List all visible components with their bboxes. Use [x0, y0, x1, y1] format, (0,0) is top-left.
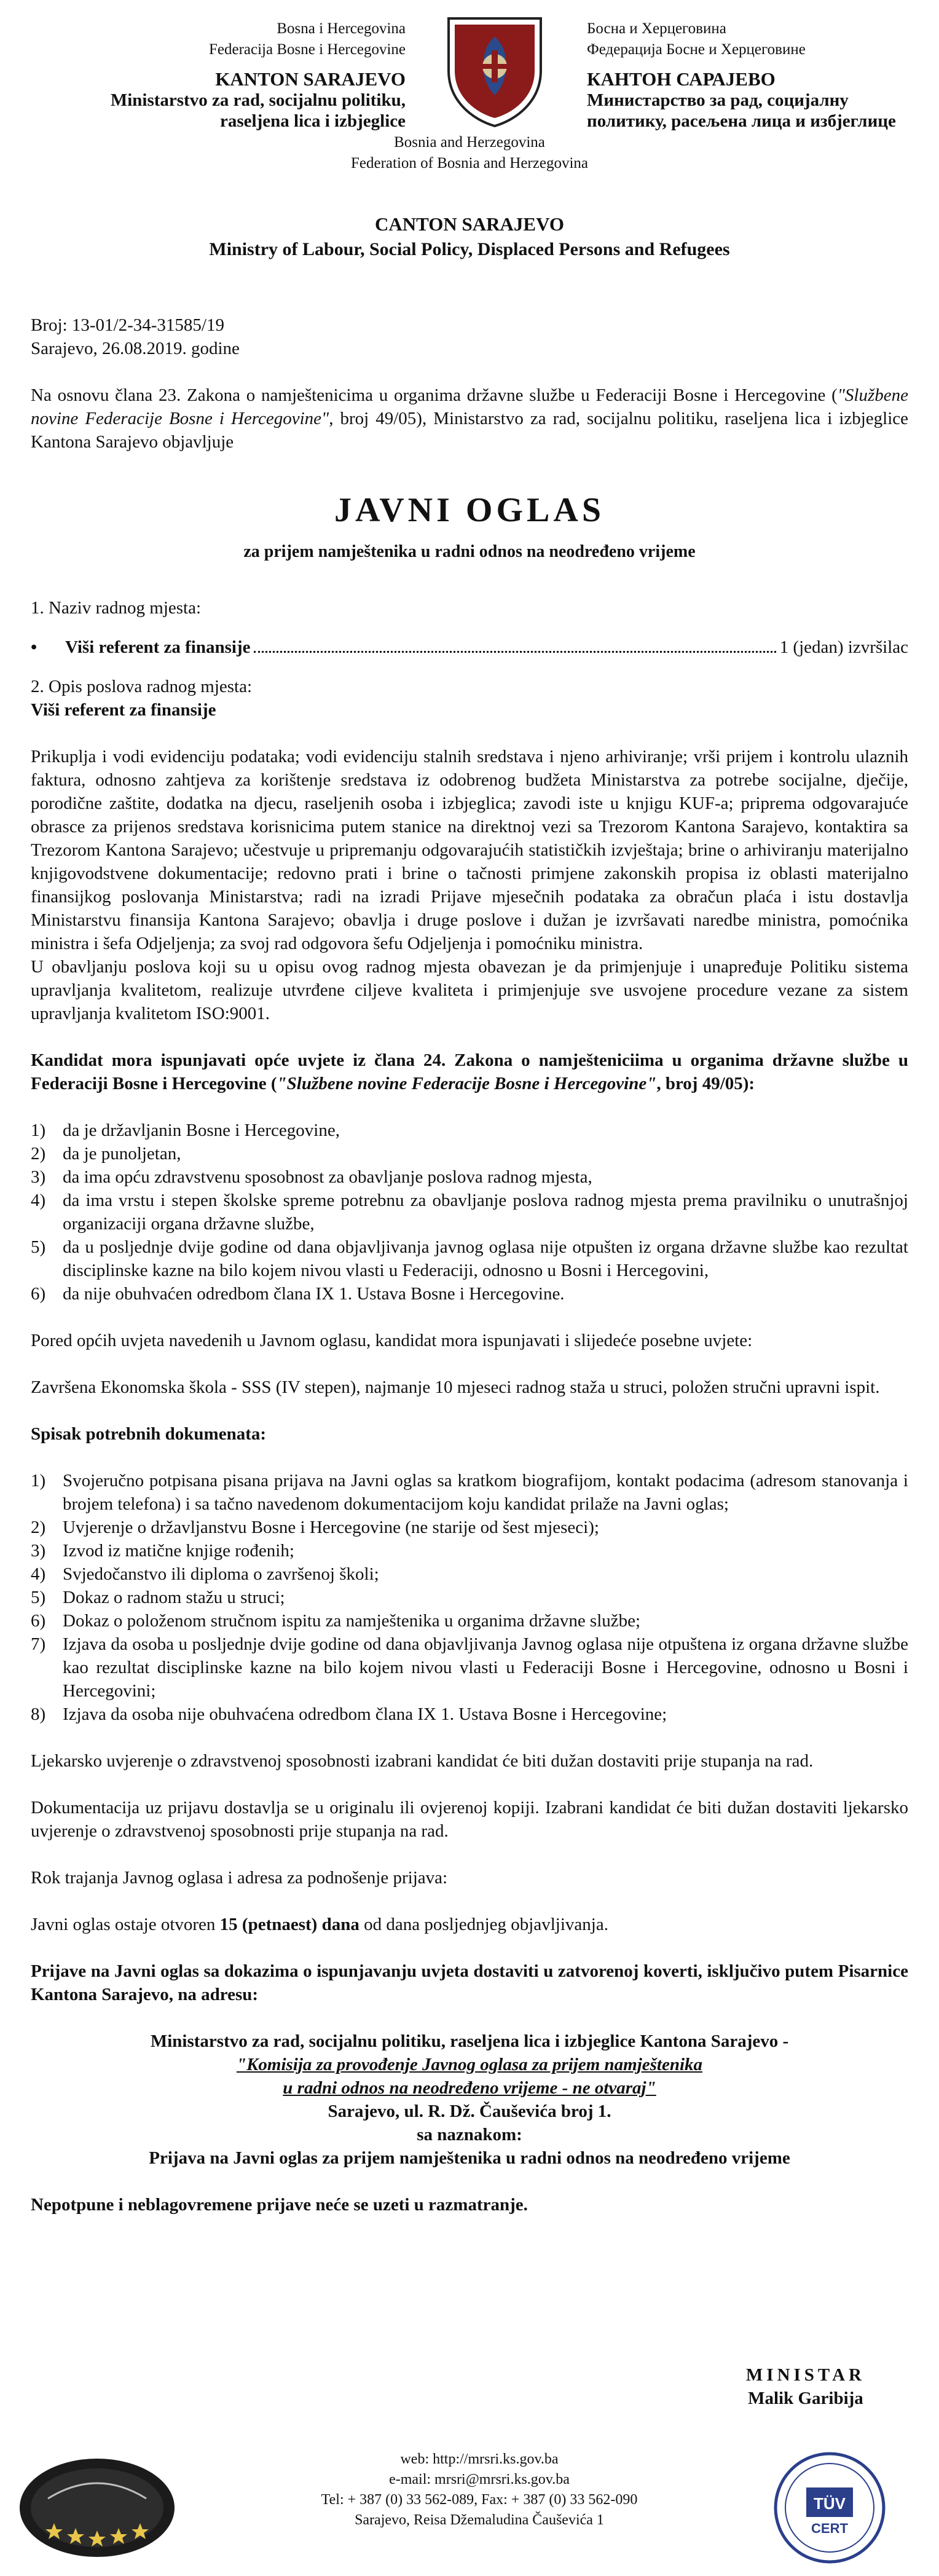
address-line6: Prijava na Javni oglas za prijem namještenika u radni odnos na neodređeno vrijeme	[149, 2148, 790, 2168]
item-text: da je državljanin Bosne i Hercegovine,	[63, 1121, 340, 1140]
letterhead-english-small	[31, 132, 908, 174]
country-name-english: Bosnia and Herzegovina	[394, 134, 545, 151]
bullet-icon: •	[31, 637, 37, 657]
item-number: 3)	[31, 1541, 46, 1561]
federation-name: Federacija Bosne i Hercegovine	[208, 41, 406, 58]
documentation-note: Dokumentacija uz prijavu dostavlja se u originalu ili ovjerenoj kopiji. Izabrani kandidat će biti dužan dostaviti ljekarsko uvjerenje o zdravstvenoj sposobnosti prije stupanja na rad.	[31, 1798, 908, 1841]
list-item	[31, 1469, 908, 1516]
job-duties-paragraph: Prikuplja i vodi evidenciju podataka; vodi evidenciju stalnih sredstava i njeno arhiviranje; vrši prijem i kontrolu ulaznih faktura, odnosno zahtjeva za korištenje sredstava iz odobrenog budžeta Ministarstva za potrebe socijalne, dječije, porodične zaštite, dodatka na djecu, raseljenih osoba i izbjeglica; zavodi iste u knjigu KUF-a; priprema odgovarajuće obrasce za prijenos sredstava korisnicima putem stanice na direktnoj vezi sa Trezorom Kantona Sarajevo, kontaktira sa Trezorom Kantona Sarajevo; učestvuje u pripremanju odgovarajućih statističkih izvještaja; brine o arhiviranju materijalno knjigovodstvene dokumentacije; redovno prati i brine o tačnosti primjene zakonskih propisa iz oblasti materijalno finansijkog poslovanja Ministarstva; radi na izradi Prijave mjesečnih podataka za obračun plaća i istu dostavlja Ministarstvu finansija Kantona Sarajevo; obavlja i druge poslove i dužan je izvršavati naredbe ministra, pomoćnika ministra i šefa Odjeljenja; za svoj rad odgovora šefu Odjeljenja i pomoćniku ministra.	[31, 747, 908, 953]
ministry-name-line1: Ministarstvo za rad, socijalnu politiku,	[110, 90, 406, 110]
position-title: Viši referent za finansije	[65, 637, 251, 657]
item-number: 5)	[31, 1588, 46, 1607]
list-item	[31, 1562, 908, 1586]
canton-name-english: CANTON SARAJEVO	[375, 213, 564, 235]
letterhead-cyrillic	[587, 18, 939, 132]
document-subtitle: za prijem namještenika u radni odnos na neodređeno vrijeme	[243, 542, 696, 561]
duration-paragraph	[31, 1913, 908, 1936]
list-item	[31, 1165, 908, 1189]
tuv-cert-label: CERT	[811, 2521, 848, 2536]
item-number: 1)	[31, 1471, 46, 1491]
federation-name-english: Federation of Bosnia and Herzegovina	[351, 155, 588, 171]
footer-address: Sarajevo, Reisa Džemaludina Čauševića 1	[355, 2512, 604, 2528]
address-line3: u radni odnos na neodređeno vrijeme - ne otvaraj"	[283, 2078, 656, 2098]
intro-gazette-name: "Službene novine Federacije Bosne i Hercegovine"	[31, 385, 908, 428]
item-text: Svjedočanstvo ili diploma o završenoj školi;	[63, 1564, 379, 1584]
item-text: Izjava da osoba u posljednje dvije godine od dana objavljivanja Javnog oglasa nije otpuštena iz organa državne službe kao rezultat disciplinske kazne na bilo kojem nivou vlasti u Federaciji Bosne i Hercegovine, odnosno u Bosni i Hercegovini;	[63, 1634, 908, 1701]
quality-system-paragraph: U obavljanju poslova koji su u opisu ovog radnog mjesta obavezan je da primjenjuje i unapređuje Politiku sistema upravljanja kvalitetom, realizuje utvrđene ciljeve kvaliteta i primjenjuje sve usvojene procedure vezane za sistem upravljanja kvalitetom ISO:9001.	[31, 957, 908, 1023]
general-conditions-gazette: "Službene novine Federacije Bosne i Hercegovine"	[277, 1074, 657, 1093]
item-text: Izjava da osoba nije obuhvaćena odredbom člana IX 1. Ustava Bosne i Hercegovine;	[63, 1704, 667, 1724]
ministry-name-line2: raseljena lica i izbjeglice	[220, 111, 406, 131]
address-line2: "Komisija za provođenje Javnog oglasa za prijem namještenika	[236, 2055, 703, 2074]
special-conditions-text: Završena Ekonomska škola - SSS (IV stepen), najmanje 10 mjeseci radnog staža u struci, položen stručni upravni ispit.	[31, 1377, 880, 1397]
duration-text-a: Javni oglas ostaje otvoren	[31, 1915, 220, 1934]
item-number: 2)	[31, 1144, 46, 1164]
intro-paragraph	[31, 384, 908, 454]
contact-info	[264, 2449, 694, 2531]
item-number: 8)	[31, 1704, 46, 1724]
ministry-name-cyrillic-line2: политику, расељена лица и избјеглице	[587, 111, 896, 131]
tuv-label: TÜV	[814, 2494, 846, 2513]
position-row	[31, 636, 908, 659]
item-text: da u posljednje dvije godine od dana objavljivanja javnog oglasa nije otpušten iz organa državne službe kao rezultat disciplinske kazne na bilo kojem nivou vlasti u Federaciji, odnosno u Bosni i Hercegovini,	[63, 1237, 908, 1280]
letterhead	[31, 0, 908, 289]
general-conditions-intro	[31, 1049, 908, 1095]
item-number: 4)	[31, 1191, 46, 1210]
section2-heading: 2. Opis poslova radnog mjesta:	[31, 677, 253, 696]
item-text: da ima vrstu i stepen školske spreme potrebnu za obavljanje poslova radnog mjesta prema pravilniku o unutrašnjoj organizaciji organa državne službe,	[63, 1191, 908, 1234]
item-text: Dokaz o položenom stručnom ispitu za namještenika u organima državne službe;	[63, 1611, 641, 1631]
ministry-name-english: Ministry of Labour, Social Policy, Displaced Persons and Refugees	[209, 239, 730, 259]
item-text: Izvod iz matične knjige rođenih;	[63, 1541, 294, 1561]
address-line5: sa naznakom:	[417, 2125, 522, 2145]
letterhead-latin	[31, 18, 406, 132]
tuv-cert-badge-icon	[768, 2449, 891, 2566]
list-item	[31, 1703, 908, 1726]
country-name: Bosna i Hercegovina	[277, 20, 406, 37]
item-number: 7)	[31, 1634, 46, 1654]
footer	[0, 2449, 939, 2572]
special-conditions-intro: Pored općih uvjeta navedenih u Javnom oglasu, kandidat mora ispunjavati i slijedeće posebne uvjete:	[31, 1331, 753, 1350]
duration-days: 15 (petnaest) dana	[219, 1915, 359, 1934]
section2-position-title: Viši referent za finansije	[31, 700, 216, 720]
item-number: 4)	[31, 1564, 46, 1584]
ministry-name-cyrillic-line1: Министарство за рад, социјалну	[587, 90, 849, 110]
item-text: Dokaz o radnom stažu u struci;	[63, 1588, 285, 1607]
item-number: 3)	[31, 1167, 46, 1187]
document-title: JAVNI OGLAS	[334, 491, 605, 529]
address-line1: Ministarstvo za rad, socijalnu politiku, raseljena lica i izbjeglice Kantona Sarajevo -	[150, 2031, 789, 2051]
list-item	[31, 1539, 908, 1562]
submission-address	[31, 2030, 908, 2170]
medical-certificate-note: Ljekarsko uvjerenje o zdravstvenoj sposobnosti izabrani kandidat će biti dužan dostaviti prije stupanja na rad.	[31, 1751, 814, 1771]
documents-heading: Spisak potrebnih dokumenata:	[31, 1424, 267, 1444]
address-line4: Sarajevo, ul. R. Dž. Čauševića broj 1.	[328, 2101, 611, 2121]
signature-name: Malik Garibija	[748, 2389, 863, 2408]
intro-text-c: , broj 49/05), Ministarstvo za rad, socijalnu politiku, raseljena lica i izbjeglice Kantona Sarajevo objavljuje	[31, 409, 909, 452]
list-item	[31, 1235, 908, 1282]
list-item	[31, 1586, 908, 1609]
intro-text-a: Na osnovu člana 23. Zakona o namještenicima u organima državne službe u Federaciji Bosne i Hercegovine (	[31, 385, 838, 405]
item-text: da nije obuhvaćen odredbom člana IX 1. Ustava Bosne i Hercegovine.	[63, 1284, 565, 1304]
section1-heading: 1. Naziv radnog mjesta:	[31, 598, 202, 618]
signature-title: MINISTAR	[745, 2365, 865, 2385]
item-number: 2)	[31, 1518, 46, 1537]
duration-text-c: od dana posljednjeg objavljivanja.	[359, 1915, 608, 1934]
reference-block	[31, 313, 908, 360]
footer-phone: Tel: + 387 (0) 33 562-089, Fax: + 387 (0) 33 562-090	[321, 2492, 638, 2508]
item-number: 1)	[31, 1121, 46, 1140]
footer-web: web: http://mrsri.ks.gov.ba	[400, 2451, 559, 2467]
item-text: da ima opću zdravstvenu sposobnost za obavljanje poslova radnog mjesta,	[63, 1167, 592, 1187]
list-item	[31, 1609, 908, 1633]
list-item	[31, 1633, 908, 1703]
item-number: 5)	[31, 1237, 46, 1257]
list-item	[31, 1282, 908, 1306]
list-item	[31, 1119, 908, 1142]
list-item	[31, 1142, 908, 1165]
incomplete-applications-note: Nepotpune i neblagovremene prijave neće se uzeti u razmatranje.	[31, 2195, 528, 2215]
signature-block	[746, 2363, 865, 2410]
item-number: 6)	[31, 1284, 46, 1304]
documents-list	[31, 1469, 908, 1726]
federation-name-cyrillic: Федерација Босне и Херцеговине	[587, 41, 806, 58]
canton-name-cyrillic: КАНТОН САРАЈЕВО	[587, 68, 776, 90]
footer-email: e-mail: mrsri@mrsri.ks.gov.ba	[389, 2472, 570, 2487]
submission-paragraph: Prijave na Javni oglas sa dokazima o ispunjavanju uvjeta dostaviti u zatvorenoj koverti, isključivo putem Pisarnice Kantona Sarajevo, na adresu:	[31, 1961, 908, 2004]
item-number: 6)	[31, 1611, 46, 1631]
item-text: Uvjerenje o državljanstvu Bosne i Hercegovine (ne starije od šest mjeseci);	[63, 1518, 599, 1537]
canton-coat-of-arms-icon	[442, 12, 547, 129]
item-text: Svojeručno potpisana pisana prijava na Javni oglas sa kratkom biografijom, kontakt podacima (adresom stanovanja i brojem telefona) i sa tačno navedenom dokumentacijom koju kandidat prilaže na Javni oglas;	[63, 1471, 908, 1514]
reference-place-date: Sarajevo, 26.08.2019. godine	[31, 339, 240, 358]
duration-heading: Rok trajanja Javnog oglasa i adresa za podnošenje prijava:	[31, 1868, 448, 1888]
list-item	[31, 1189, 908, 1235]
general-conditions-text-a: Kandidat mora ispunjavati opće uvjete iz člana 24. Zakona o namješteniciima u organima državne službe u Federaciji Bosne i Hercegovine (	[31, 1050, 908, 1093]
dot-leader	[254, 651, 776, 653]
letterhead-english-bold	[31, 212, 908, 262]
general-conditions-text-c: , broj 49/05):	[656, 1074, 755, 1093]
item-text: da je punoljetan,	[63, 1144, 181, 1164]
list-item	[31, 1516, 908, 1539]
reference-number: Broj: 13-01/2-34-31585/19	[31, 315, 224, 335]
eu-quality-badge-icon	[17, 2456, 177, 2560]
position-count: 1 (jedan) izvršilac	[779, 637, 908, 657]
general-conditions-list	[31, 1119, 908, 1306]
country-name-cyrillic: Босна и Херцеговина	[587, 20, 726, 37]
canton-name: KANTON SARAJEVO	[215, 68, 406, 90]
